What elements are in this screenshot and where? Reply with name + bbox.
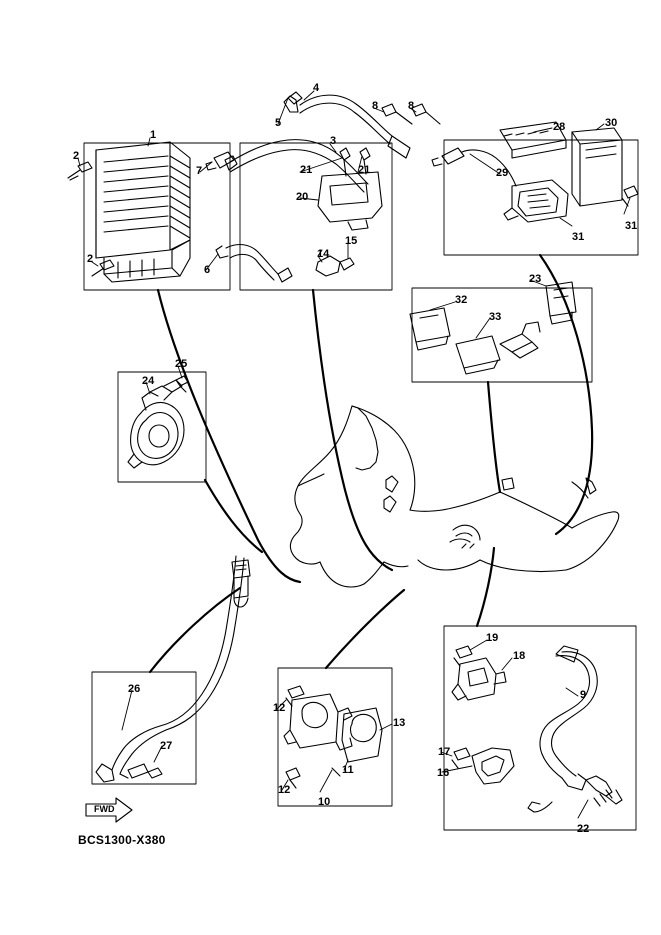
callout-number: 16 <box>437 767 450 779</box>
callout-number: 32 <box>455 294 468 306</box>
callout-number: 26 <box>128 683 141 695</box>
callout-number: 10 <box>318 796 331 808</box>
callout-number: 23 <box>529 273 542 285</box>
callout-number: 24 <box>142 375 155 387</box>
callout-number: 31 <box>572 231 585 243</box>
leader-lines <box>150 255 592 672</box>
sensor-bracket-group <box>452 646 622 812</box>
callout-number: 2 <box>87 253 94 265</box>
callout-number: 14 <box>317 248 330 260</box>
callout-number: 31 <box>625 220 638 232</box>
callout-number: 15 <box>345 235 358 247</box>
callout-number: 21 <box>300 164 313 176</box>
callout-number: 30 <box>605 117 618 129</box>
callout-number: 2 <box>73 150 80 162</box>
callout-number: 29 <box>496 167 509 179</box>
callout-number: 1 <box>150 129 157 141</box>
part-code-label: BCS1300-X380 <box>78 833 166 847</box>
callout-number: 25 <box>175 358 188 370</box>
callout-number: 19 <box>486 632 499 644</box>
callout-number: 8 <box>372 100 379 112</box>
fwd-label: FWD <box>94 804 115 814</box>
callout-number: 18 <box>513 650 526 662</box>
callout-number: 20 <box>296 191 309 203</box>
callout-number: 8 <box>408 100 415 112</box>
callout-number: 21 <box>358 164 371 176</box>
callout-number: 3 <box>330 135 337 147</box>
callout-number: 12 <box>278 784 291 796</box>
pump-group <box>284 686 382 788</box>
callout-number: 5 <box>275 117 282 129</box>
callout-number: 12 <box>273 702 286 714</box>
callout-number: 28 <box>553 121 566 133</box>
callout-number: 6 <box>204 264 211 276</box>
callout-number: 22 <box>577 823 590 835</box>
callout-number: 9 <box>580 689 587 701</box>
group-frames <box>84 140 638 830</box>
callout-number: 13 <box>393 717 406 729</box>
callout-number: 4 <box>313 82 320 94</box>
callout-number: 11 <box>342 764 354 776</box>
callout-number: 33 <box>489 311 502 323</box>
motorcycle-outline <box>290 406 618 587</box>
relay-group <box>410 282 576 374</box>
callout-number: 7 <box>196 165 203 177</box>
speed-sensor-group <box>96 556 250 782</box>
horn-group <box>128 376 188 468</box>
callout-number: 17 <box>438 746 451 758</box>
ignition-group <box>432 122 638 222</box>
callout-number: 27 <box>160 740 173 752</box>
